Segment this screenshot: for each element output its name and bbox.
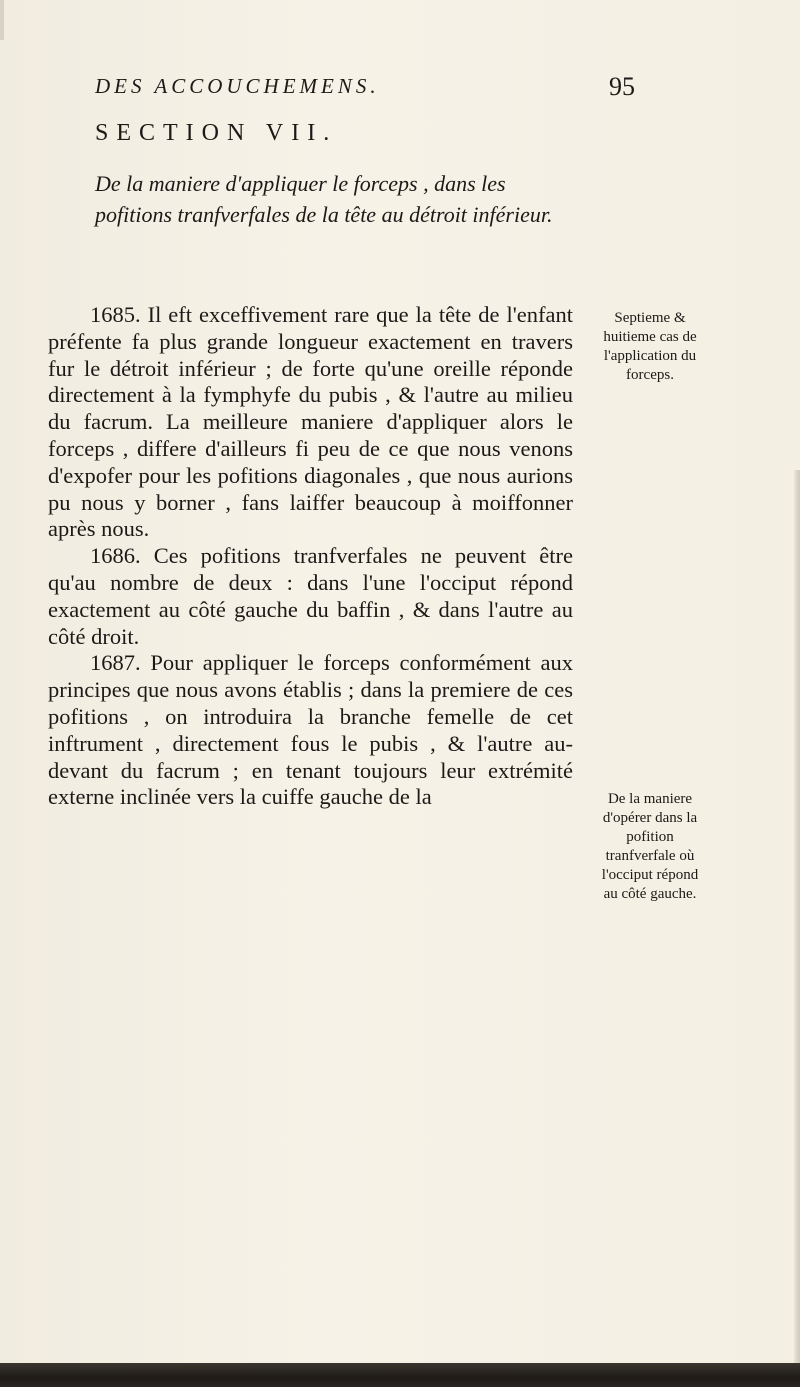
paragraph-1687: 1687. Pour appliquer le forceps conformément aux principes que nous avons établis ; dans la premiere de ces pofitions , on introduira la branche femelle de cet inftrument , directement fous le pubis , & l'autre au-devant du facrum ; en tenant toujours leur extrémité externe inclinée vers la cuiffe gauche de la (48, 650, 573, 810)
page-number: 95 (609, 72, 635, 101)
running-head-title: DES ACCOUCHEMENS. (95, 74, 380, 98)
margin-note-septieme: Septieme & huitieme cas de l'application du forceps. (603, 310, 697, 383)
body-text (48, 302, 573, 811)
section-subtitle: De la maniere d'appliquer le forceps , dans les pofitions tranfverfales de la tête au détroit inférieur. (95, 171, 553, 227)
paragraph-1685: 1685. Il eft exceffivement rare que la tête de l'enfant préfente fa plus grande longueur exactement en travers fur le détroit inférieur ; de forte qu'une oreille réponde directement à la fymphyfe du pubis , & l'autre au milieu du facrum. La meilleure maniere d'appliquer alors le forceps , differe d'ailleurs fi peu de ce que nous venons d'expofer pour les pofitions diagonales , que nous aurions pu nous y borner , fans laiffer beaucoup à moiffonner après nous. (48, 302, 573, 542)
page-edge-right (794, 470, 800, 1387)
running-head (95, 72, 635, 112)
section-title: SECTION VII. (95, 120, 338, 146)
page-edge-left (0, 0, 4, 40)
margin-note-maniere: De la maniere d'opérer dans la pofition tranfverfale où l'occiput répond au côté gauche. (601, 791, 699, 902)
paragraph-1686: 1686. Ces pofitions tranfverfales ne peuvent être qu'au nombre de deux : dans l'une l'occiput répond exactement au côté gauche du baffin , & dans l'autre au côté droit. (48, 543, 573, 649)
scan-bottom-edge (0, 1363, 800, 1387)
